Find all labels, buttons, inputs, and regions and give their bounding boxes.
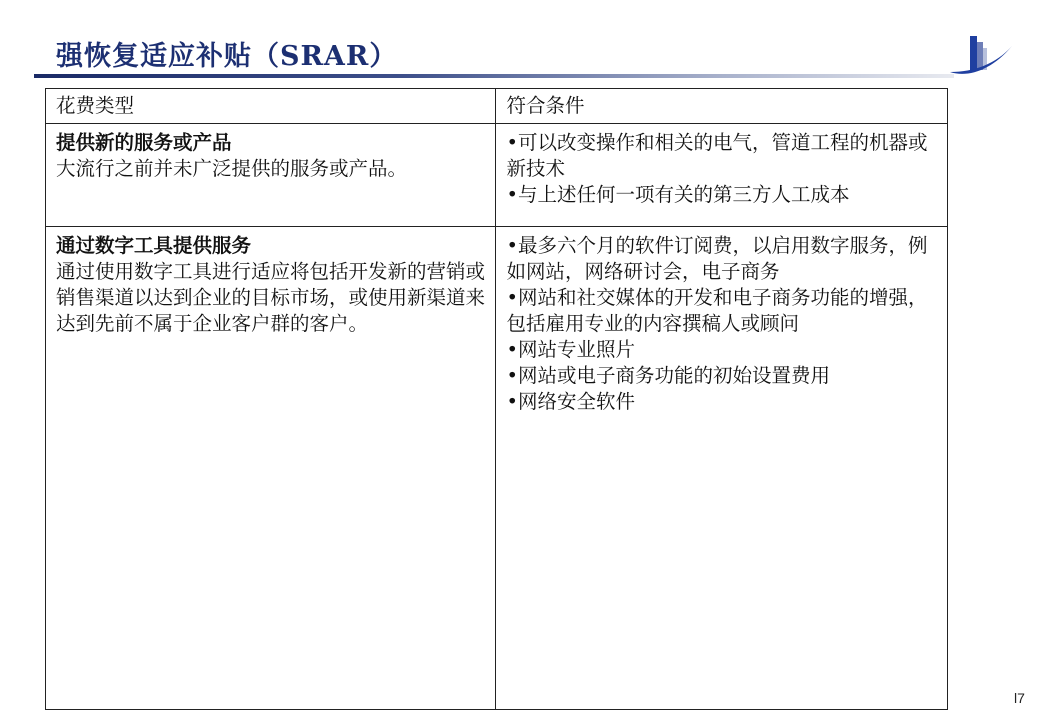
criteria-item: •网站和社交媒体的开发和电子商务功能的增强，包括雇用专业的内容撰稿人或顾问: [506, 286, 928, 335]
cost-type-description: 大流行之前并未广泛提供的服务或产品。: [56, 157, 408, 180]
cost-type-cell: [46, 124, 496, 227]
table-header-row: [46, 89, 948, 124]
cost-type-description: 通过使用数字工具进行适应将包括开发新的营销或销售渠道以达到企业的目标市场，或使用新渠道来达到先前不属于企业客户群的客户。: [56, 260, 486, 335]
eligibility-table: [45, 88, 948, 710]
criteria-item: •网站或电子商务功能的初始设置费用: [506, 364, 830, 387]
criteria-item: •最多六个月的软件订阅费，以启用数字服务，例如网站，网络研讨会，电子商务: [506, 234, 928, 283]
slide-title: 强恢复适应补贴（SRAR）: [56, 41, 398, 72]
criteria-item: •网络安全软件: [506, 390, 635, 413]
criteria-item: •网站专业照片: [506, 338, 635, 361]
cost-type-title: 通过数字工具提供服务: [56, 234, 252, 257]
table-row: [46, 227, 948, 710]
header-criteria: 符合条件: [496, 89, 948, 124]
page-number: l7: [1014, 690, 1025, 706]
header-cost-type: 花费类型: [46, 89, 496, 124]
title-underline: [34, 74, 954, 78]
criteria-cell: [496, 227, 948, 710]
cost-type-title: 提供新的服务或产品: [56, 131, 232, 154]
criteria-cell: [496, 124, 948, 227]
criteria-item: •可以改变操作和相关的电气，管道工程的机器或新技术: [506, 131, 928, 180]
criteria-item: •与上述任何一项有关的第三方人工成本: [506, 183, 850, 206]
cost-type-cell: [46, 227, 496, 710]
building-swoosh-logo-icon: [946, 32, 1016, 78]
table-row: [46, 124, 948, 227]
